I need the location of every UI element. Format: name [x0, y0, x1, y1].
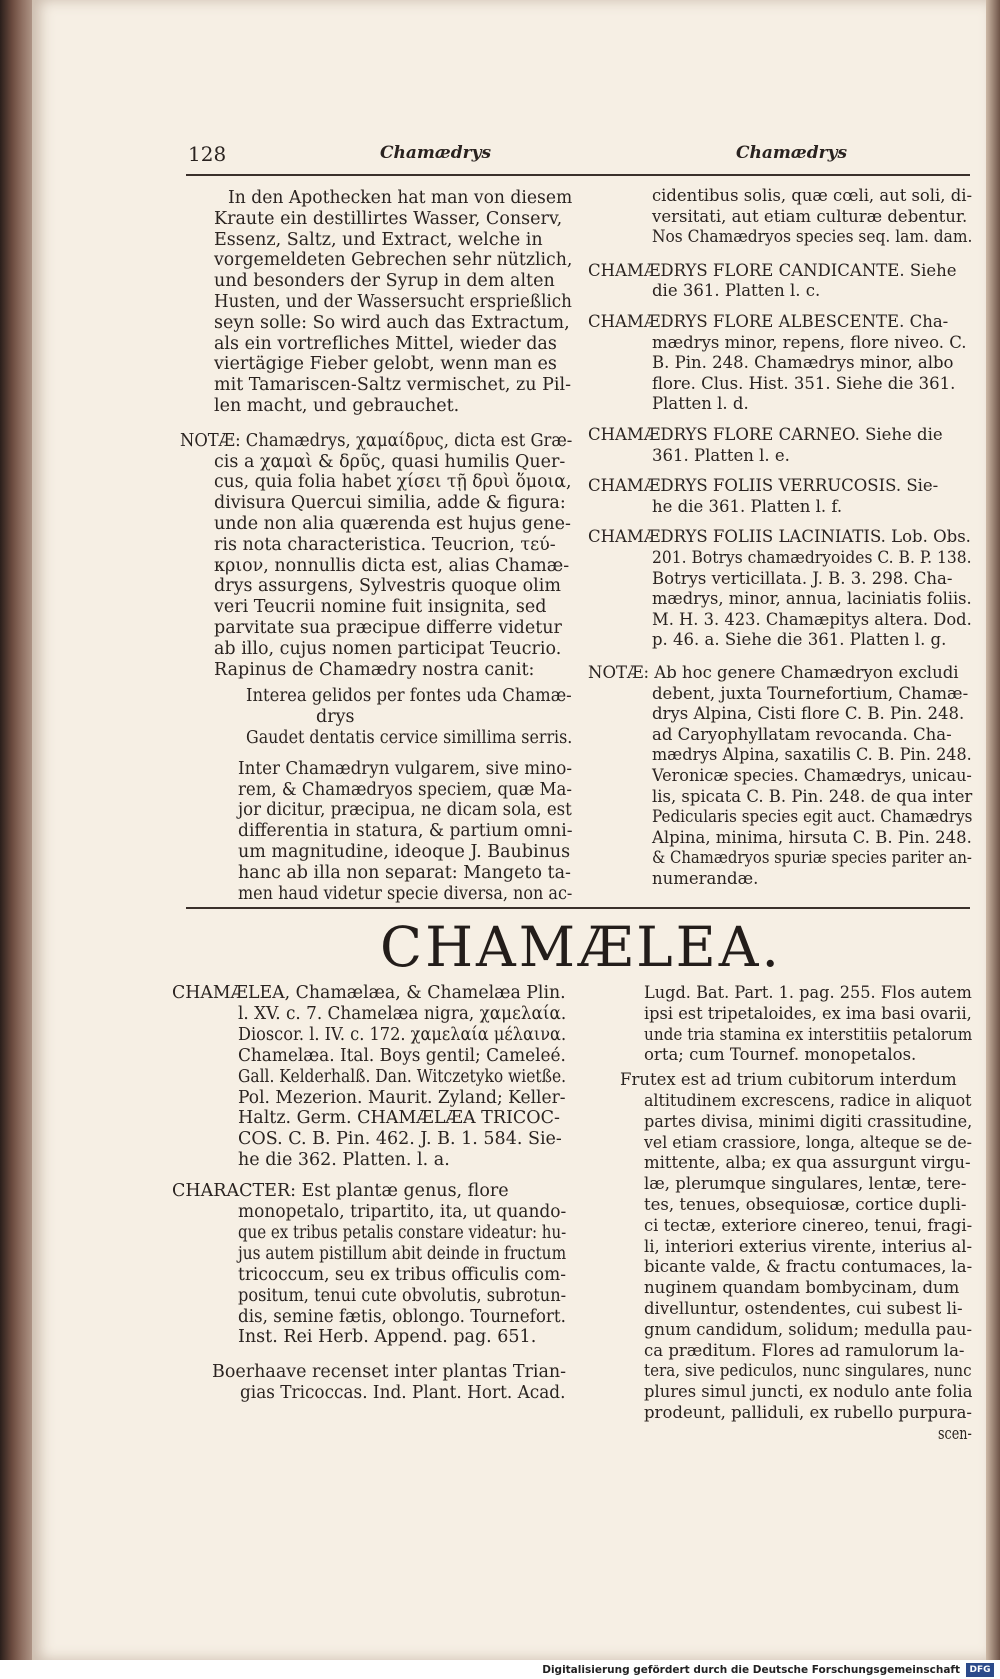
text-line: tricoccum, seu ex tribus officulis com- [238, 1264, 566, 1285]
text-line: divelluntur, ostendentes, cui subest li- [644, 1299, 963, 1318]
text-line: κριον, nonnullis dicta est, alias Chamæ- [214, 555, 570, 576]
text-line: CHAMÆDRYS FLORE CARNEO. Siehe die [588, 425, 943, 444]
text-line: parvitate sua præcipue differre videtur [214, 618, 562, 638]
text-line: gnum candidum, solidum; medulla pau- [644, 1319, 973, 1339]
text-line: Kraute ein destillirtes Wasser, Conserv, [214, 208, 563, 229]
text-line: prodeunt, palliduli, ex rubello purpura- [644, 1403, 973, 1422]
text-line: rem, & Chamædryos speciem, quæ Ma- [238, 779, 572, 800]
text-line: hanc ab illa non separat: Mangeto ta- [238, 862, 571, 883]
book-spine-edge [0, 0, 34, 1660]
text-line: veri Teucrii nomine fuit insignita, sed [214, 597, 547, 618]
text-line: plures simul juncti, ex nodulo ante folia [644, 1382, 973, 1402]
text-line: p. 46. a. Siehe die 361. Platten l. g. [652, 630, 947, 650]
text-line: cus, quia folia habet χίσει τῇ δρυὶ ὅμοια, [214, 472, 572, 493]
text-line: Pedicularis species egit auct. Chamædrys [652, 807, 973, 827]
text-line: Botrys verticillata. J. B. 3. 298. Cha- [652, 568, 953, 588]
text-line: lis, spicata C. B. Pin. 248. de qua inter [652, 786, 973, 806]
text-line: Alpina, minima, hirsuta C. B. Pin. 248. [652, 827, 972, 847]
running-head-right: Chamædrys [736, 143, 848, 163]
dfg-logo: DFG [966, 1663, 994, 1677]
text-line: Veronicæ species. Chamædrys, unicau- [652, 766, 972, 785]
text-line: cidentibus solis, quæ cœli, aut soli, di- [652, 186, 973, 205]
text-line: versitati, aut etiam culturæ debentur. [652, 206, 968, 226]
text-line: he die 362. Platten. l. a. [238, 1150, 450, 1171]
section-rule [186, 907, 970, 909]
text-line: viertägige Fieber gelobt, wenn man es [214, 354, 557, 375]
text-line: he die 361. Platten l. f. [652, 496, 843, 516]
text-line: CHARACTER: Est plantæ genus, flore [172, 1181, 509, 1202]
section-heading: CHAMÆLEA. [380, 915, 783, 979]
text-line: vorgemeldeten Gebrechen sehr nützlich, [214, 250, 573, 271]
text-line: Interea gelidos per fontes uda Chamæ- [246, 686, 572, 707]
text-line: Inter Chamædryn vulgarem, sive mino- [238, 758, 573, 779]
text-line: drys Alpina, Cisti flore C. B. Pin. 248. [652, 704, 965, 724]
text-line: Haltz. Germ. CHAMÆLÆA TRICOC- [238, 1108, 560, 1129]
text-line: ci tectæ, exteriore cinereo, tenui, fragi- [644, 1215, 973, 1235]
text-line: jor dicitur, præcipua, ne dicam sola, est [238, 800, 572, 821]
text-line: mædrys Alpina, saxatilis C. B. Pin. 248. [652, 745, 972, 765]
text-line: vel etiam crassiore, longa, alteque se de- [644, 1132, 972, 1152]
text-line: CHAMÆDRYS FOLIIS VERRUCOSIS. Sie- [588, 476, 939, 496]
text-line: l. XV. c. 7. Chamelæa nigra, χαμελαία. [238, 1003, 567, 1024]
text-line: Gaudet dentatis cervice simillima serris. [246, 728, 573, 748]
text-line: COS. C. B. Pin. 462. J. B. 1. 584. Sie- [238, 1129, 562, 1150]
text-line: Essenz, Saltz, und Extract, welche in [214, 229, 543, 250]
text-line: partes divisa, minimi digiti crassitudine, [644, 1111, 973, 1131]
text-line: Platten l. d. [652, 394, 749, 414]
text-line: CHAMÆLEA, Chamælæa, & Chamelæa Plin. [172, 983, 566, 1003]
digitization-credit: Digitalisierung gefördert durch die Deutsche Forschungsgemeinschaft [542, 1664, 960, 1676]
text-line: gias Tricoccas. Ind. Plant. Hort. Acad. [240, 1383, 566, 1404]
text-line: drys assurgens, Sylvestris quoque olim [214, 576, 561, 597]
text-line: 201. Botrys chamædryoides C. B. P. 138. [652, 548, 972, 567]
text-line: Frutex est ad trium cubitorum interdum [620, 1070, 957, 1090]
text-line: li, interiori exterius virente, interius al- [644, 1236, 973, 1256]
text-line: flore. Clus. Hist. 351. Siehe die 361. [652, 373, 956, 393]
text-line: ab illo, cujus nomen participat Teucrio. [214, 638, 562, 659]
text-line: dis, semine fætis, oblongo. Tournefort. [238, 1306, 566, 1327]
text-line: jus autem pistillum abit deinde in fructum [238, 1243, 567, 1264]
text-line: und besonders der Syrup in dem alten [214, 271, 555, 292]
text-line: M. H. 3. 423. Chamæpitys altera. Dod. [652, 609, 972, 629]
text-line: ris nota characteristica. Teucrion, τεύ- [214, 534, 556, 555]
text-line: B. Pin. 248. Chamædrys minor, albo [652, 353, 954, 373]
text-line: CHAMÆDRYS FLORE ALBESCENTE. Cha- [588, 312, 949, 331]
text-line: NOTÆ: Chamædrys, χαμαίδρυς, dicta est Græ- [180, 430, 573, 451]
text-line: positum, tenui cute obvolutis, subrotun- [238, 1285, 567, 1306]
text-line: differentia in statura, & partium omni- [238, 821, 573, 842]
text-line: CHAMÆDRYS FLORE CANDICANTE. Siehe [588, 260, 957, 280]
text-line: als ein vortrefliches Mittel, wieder das [214, 333, 557, 354]
text-line: ca præditum. Flores ad ramulorum la- [644, 1340, 965, 1360]
text-line: nuginem quandam bombycinam, dum [644, 1278, 960, 1298]
text-line: & Chamædryos spuriæ species pariter an- [652, 848, 972, 868]
text-line: Rapinus de Chamædry nostra canit: [214, 659, 535, 680]
text-line: mædrys minor, repens, flore niveo. C. [652, 332, 967, 352]
text-line: numerandæ. [652, 869, 759, 888]
text-line: scen- [938, 1423, 972, 1443]
text-line: orta; cum Tournef. monopetalos. [644, 1045, 917, 1065]
text-line: len macht, und gebrauchet. [214, 396, 460, 416]
text-line: Dioscor. l. IV. c. 172. χαμελαία μέλαινα. [238, 1024, 567, 1045]
text-line: que ex tribus petalis constare videatur: hu- [238, 1222, 567, 1243]
text-line: Pol. Mezerion. Maurit. Zyland; Keller- [238, 1087, 566, 1108]
text-line: ad Caryophyllatam revocanda. Cha- [652, 724, 952, 744]
text-line: læ, plerumque singulares, lentæ, tere- [644, 1174, 967, 1194]
text-line: mædrys, minor, annua, laciniatis foliis. [652, 589, 972, 609]
text-line: Chamelæa. Ital. Boys gentil; Cameleé. [238, 1045, 566, 1066]
text-line: drys [316, 707, 355, 728]
book-fore-edge [986, 0, 1000, 1660]
text-line: monopetalo, tripartito, ita, ut quando- [238, 1202, 567, 1222]
running-head-left: Chamædrys [380, 143, 492, 163]
text-line: die 361. Platten l. c. [652, 281, 821, 301]
text-line: cis a χαμαὶ & δρῦς, quasi humilis Quer- [214, 451, 566, 472]
text-line: seyn solle: So wird auch das Extractum, [214, 312, 570, 333]
text-line: um magnitudine, ideoque J. Baubinus [238, 842, 571, 862]
text-line: unde tria stamina ex interstitiis petalorum [644, 1024, 973, 1044]
text-line: Husten, und der Wassersucht ersprießlich [214, 292, 572, 312]
text-line: ipsi est tripetaloides, ex ima basi ovarii, [644, 1003, 972, 1023]
text-line: Lugd. Bat. Part. 1. pag. 255. Flos autem [644, 983, 972, 1002]
header-rule [186, 174, 970, 176]
text-line: NOTÆ: Ab hoc genere Chamædryon excludi [588, 663, 959, 682]
text-line: mittente, alba; ex qua assurgunt virgu- [644, 1153, 971, 1173]
text-line: Nos Chamædryos species seq. lam. dam. [652, 227, 973, 247]
text-line: CHAMÆDRYS FOLIIS LACINIATIS. Lob. Obs. [588, 527, 971, 547]
page-number: 128 [188, 142, 227, 166]
text-line: Gall. Kelderhalß. Dan. Witczetyko wietße. [238, 1066, 567, 1087]
text-line: 361. Platten l. e. [652, 445, 790, 465]
text-line: Boerhaave recenset inter plantas Trian- [212, 1362, 567, 1383]
text-line: In den Apothecken hat man von diesem [228, 188, 573, 208]
text-line: mit Tamariscen-Saltz vermischet, zu Pil- [214, 375, 571, 396]
text-line: debent, juxta Tournefortium, Chamæ- [652, 683, 969, 703]
text-line: tera, sive pediculos, nunc singulares, nunc [644, 1361, 972, 1381]
text-line: men haud videtur specie diversa, non ac- [238, 883, 573, 904]
text-line: divisura Quercui similia, adde & figura: [214, 493, 566, 514]
footer-bar [0, 1660, 1000, 1679]
text-line: altitudinem excrescens, radice in aliquot [644, 1091, 972, 1110]
text-line: Inst. Rei Herb. Append. pag. 651. [238, 1327, 537, 1348]
text-line: bicante valde, & fractu contumaces, la- [644, 1257, 973, 1277]
text-line: unde non alia quærenda est hujus gene- [214, 514, 571, 534]
text-line: tes, tenues, obsequiosæ, cortice dupli- [644, 1195, 967, 1214]
